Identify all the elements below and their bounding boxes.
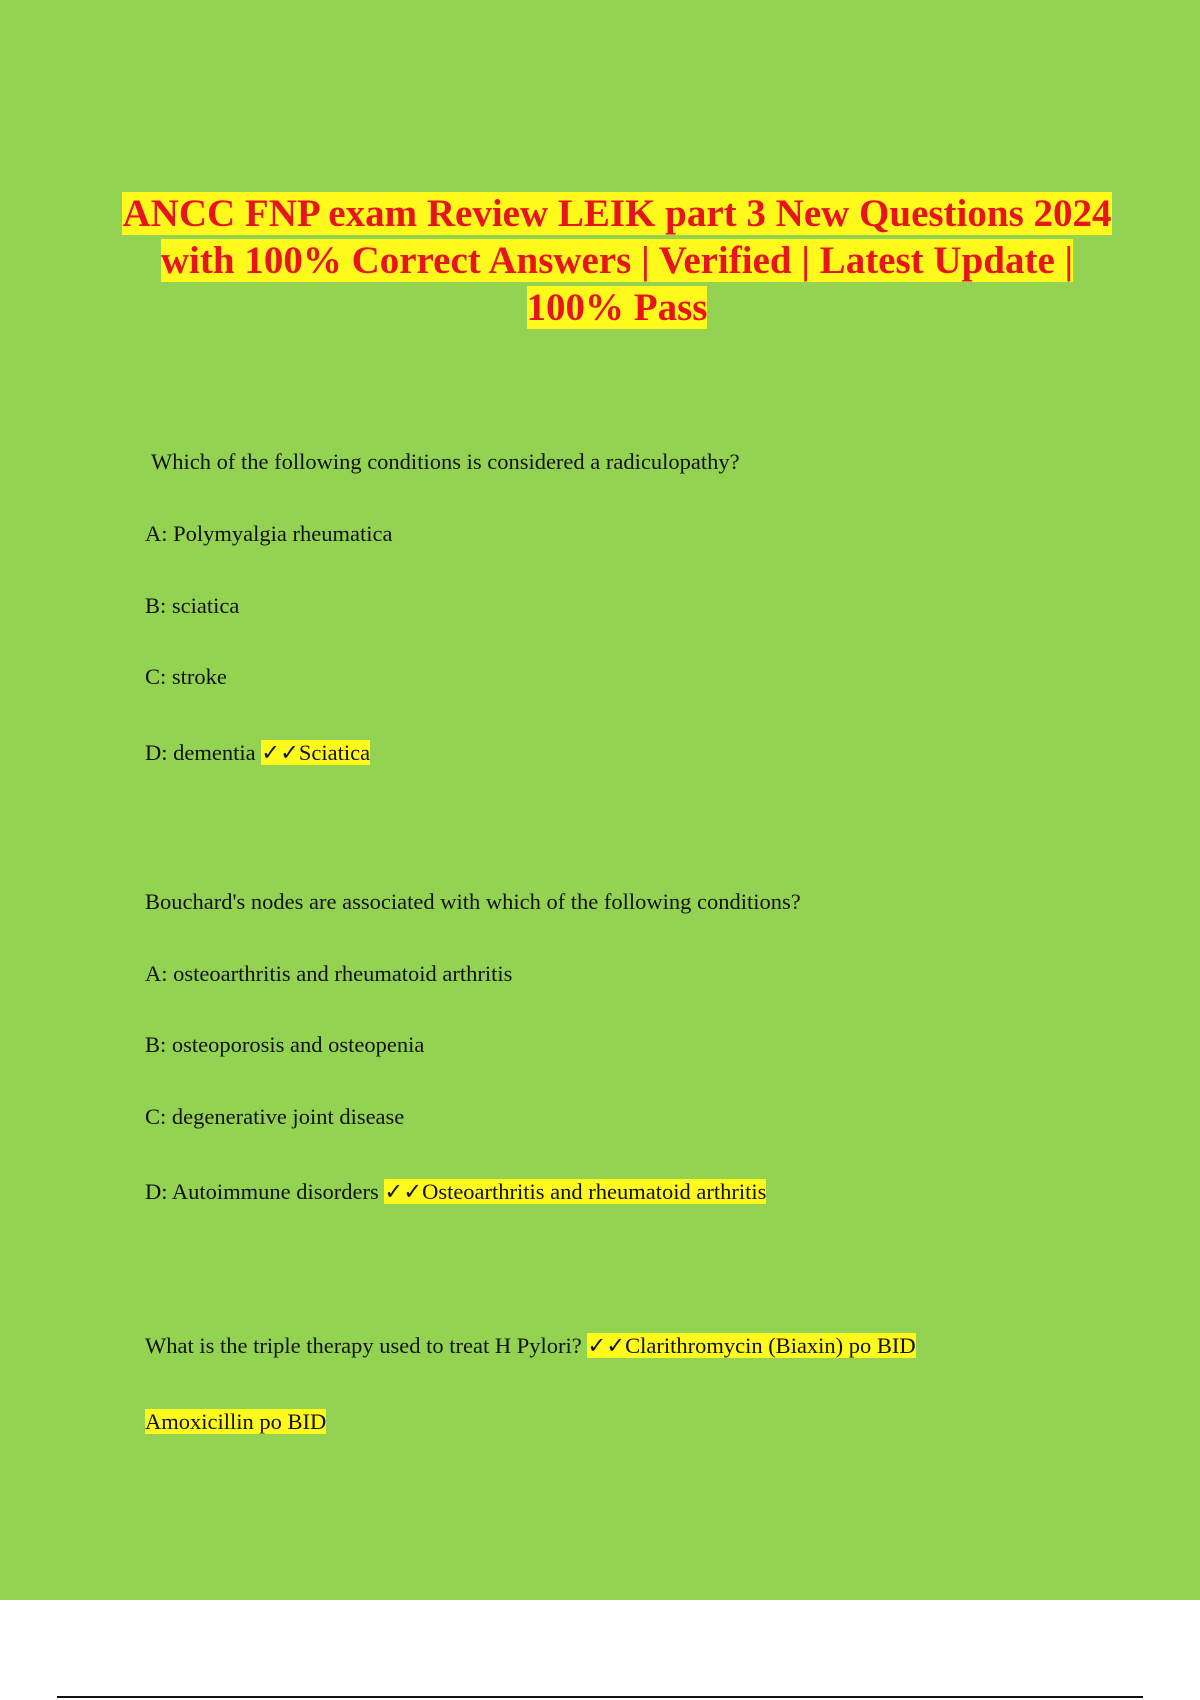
answer-option-a: A: osteoarthritis and rheumatoid arthritis	[145, 961, 513, 986]
answer-option-b: B: sciatica	[145, 593, 240, 618]
answer-option-b: B: osteoporosis and osteopenia	[145, 1032, 425, 1057]
answer-option-a: A: Polymyalgia rheumatica	[145, 521, 393, 546]
answer-option-c: C: degenerative joint disease	[145, 1104, 405, 1129]
question-text: Bouchard's nodes are associated with which of the following conditions?	[145, 889, 801, 914]
document-title-text: ANCC FNP exam Review LEIK part 3 New Questions 2024 with 100% Correct Answers | Verified | Latest Update | 100% Pass	[122, 192, 1112, 329]
correct-answer: ✓✓Sciatica	[261, 740, 371, 765]
question-row	[145, 1331, 916, 1361]
answer-option-c: C: stroke	[145, 664, 227, 689]
correct-answer-continued: Amoxicillin po BID	[145, 1409, 327, 1434]
answer-option-d: D: Autoimmune disorders	[145, 1179, 379, 1204]
document-title	[120, 190, 1114, 331]
answer-option-d: D: dementia	[145, 740, 256, 765]
question-text: What is the triple therapy used to treat H Pylori?	[145, 1333, 582, 1358]
question-text: Which of the following conditions is considered a radiculopathy?	[151, 449, 740, 474]
correct-answer: ✓✓Osteoarthritis and rheumatoid arthritis	[384, 1179, 767, 1204]
answer-option-d-row	[145, 738, 370, 768]
correct-answer: ✓✓Clarithromycin (Biaxin) po BID	[587, 1333, 916, 1358]
correct-answer-continued-row	[145, 1407, 326, 1437]
footer-divider	[57, 1696, 1143, 1698]
answer-option-d-row	[145, 1177, 766, 1207]
